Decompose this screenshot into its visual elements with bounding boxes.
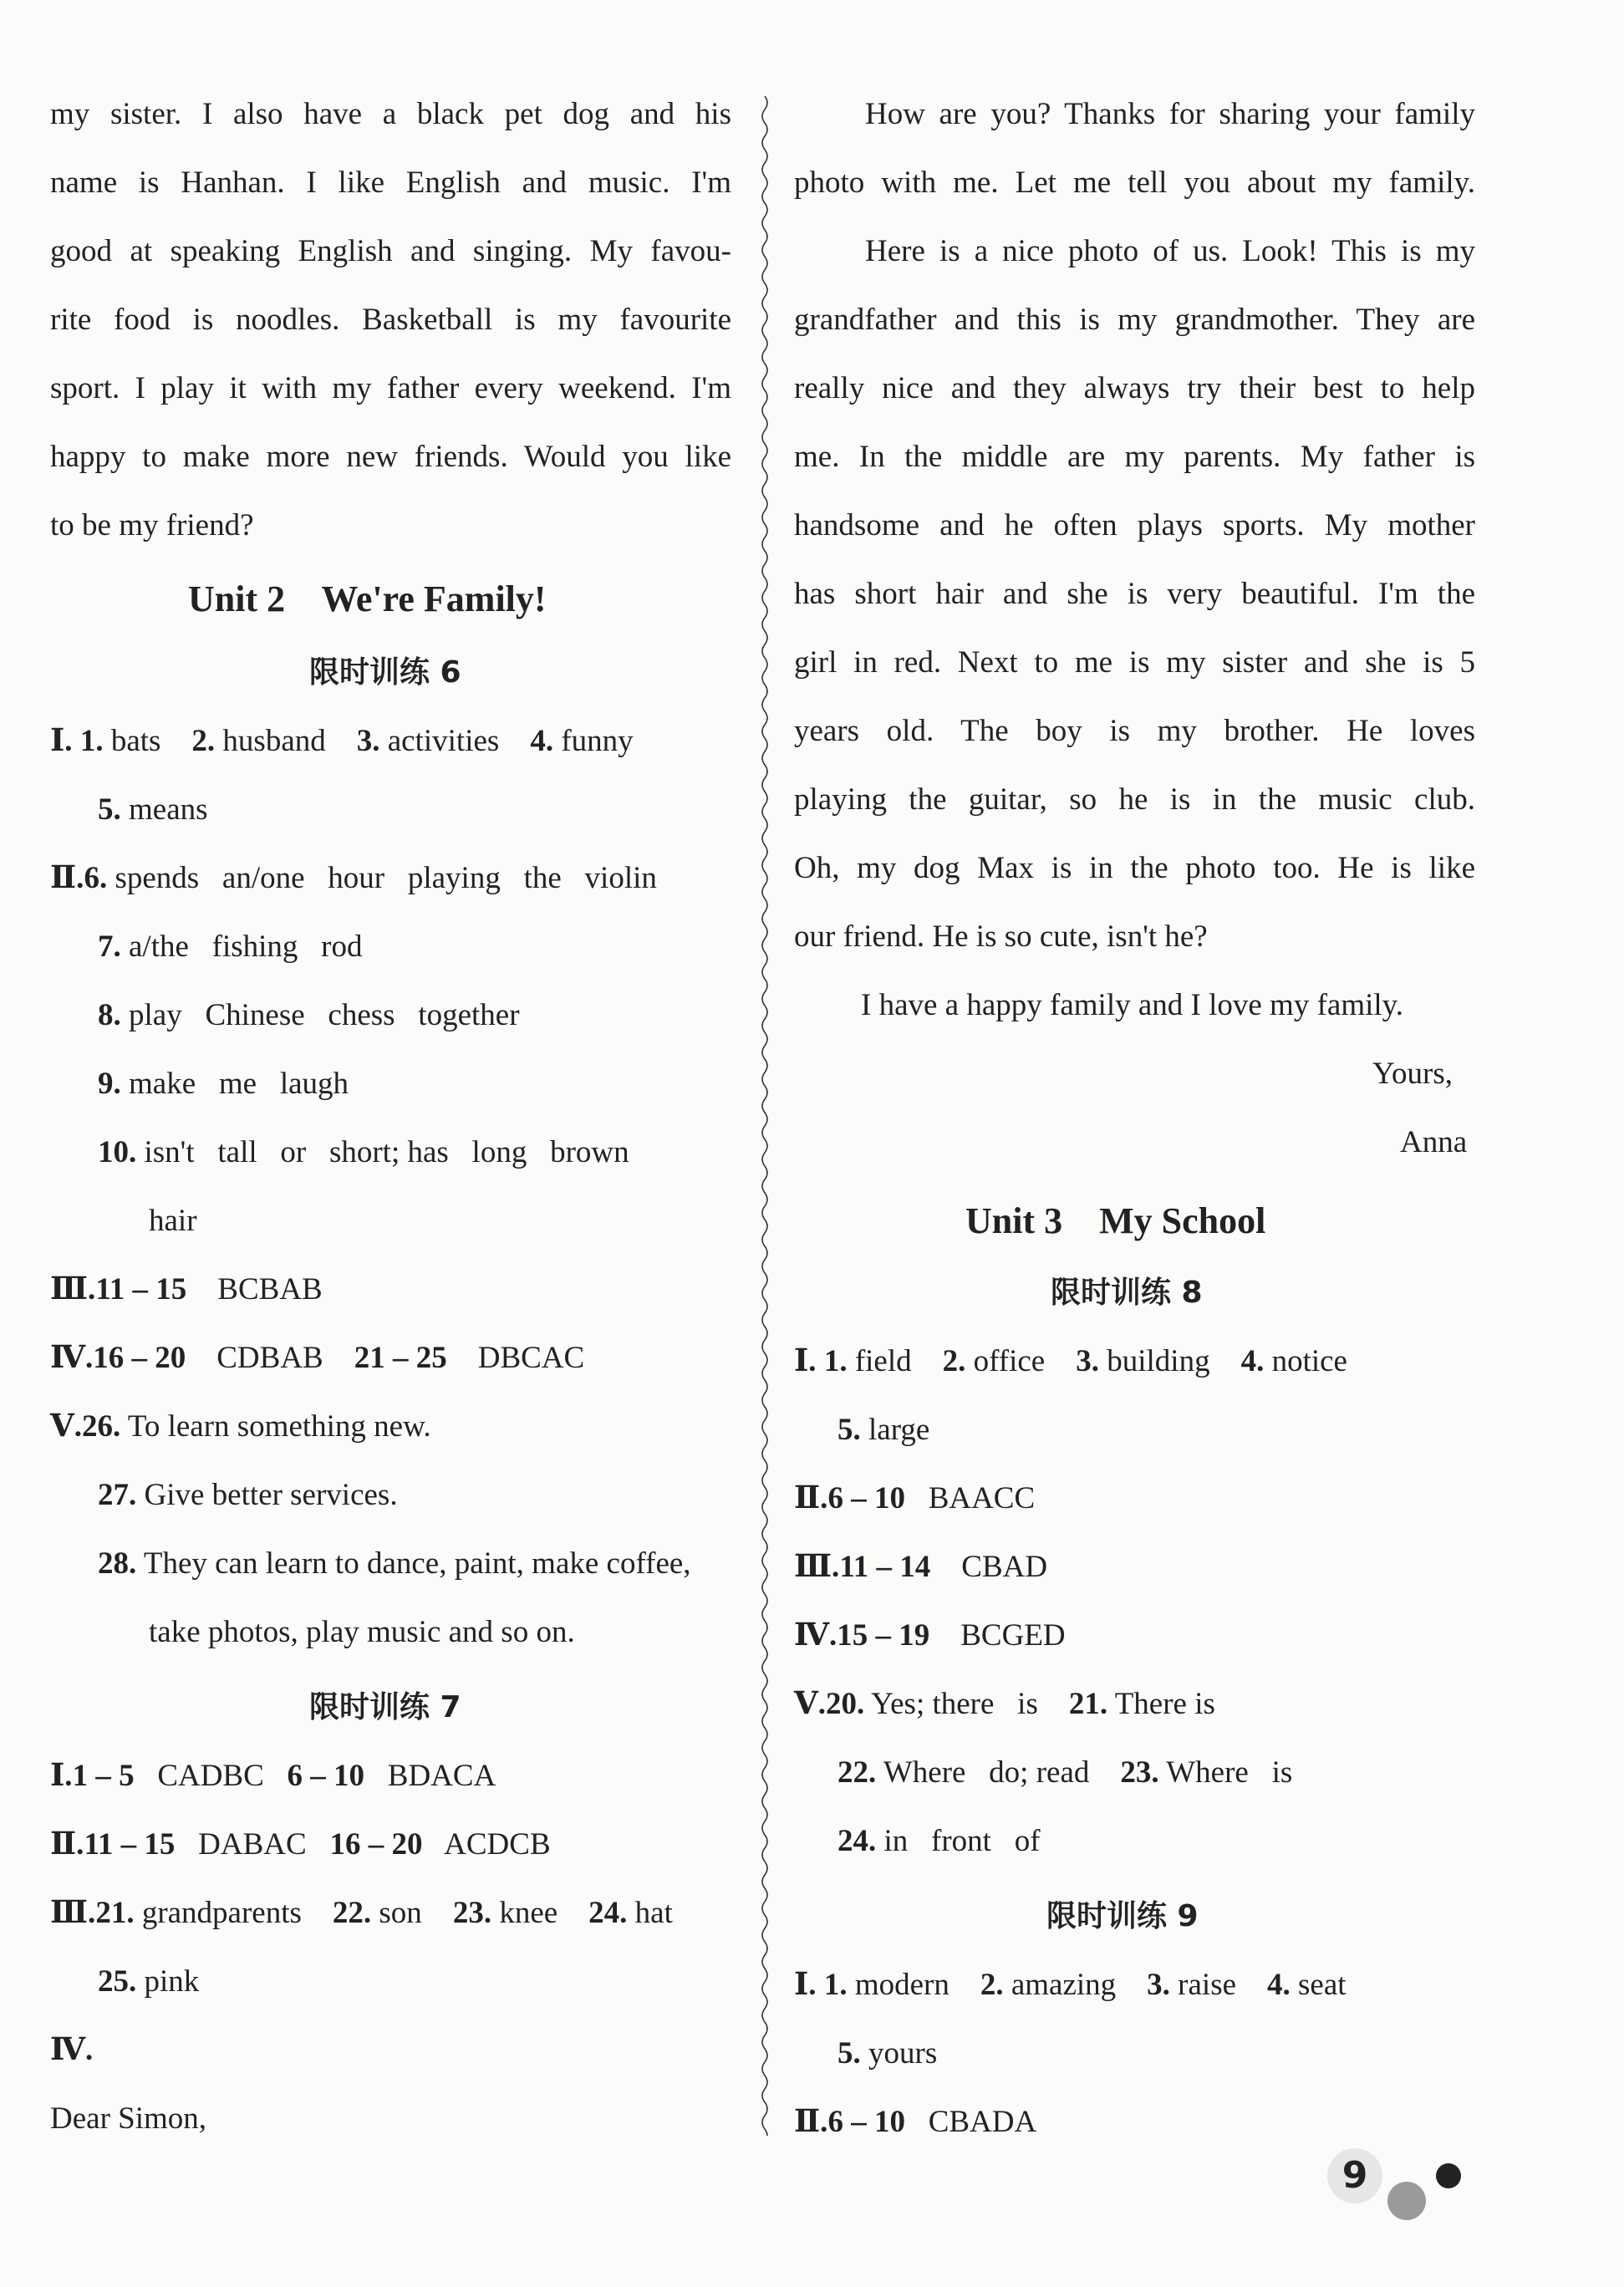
item-number: 5. xyxy=(837,2036,861,2071)
unit2-title: Unit 2 We're Family! xyxy=(188,578,547,619)
p6-section3 xyxy=(50,1269,323,1311)
letter-line: grandfather and this is my grandmother. They are xyxy=(794,303,1475,337)
section-label: Ⅰ. xyxy=(50,1759,73,1793)
p7-section3 xyxy=(50,1892,673,1934)
letter-line: girl in red. Next to me is my sister and she is 5 xyxy=(794,645,1475,680)
item-range: 11 – 14 xyxy=(839,1550,931,1584)
item-number: 3. xyxy=(1076,1344,1099,1378)
answer: BCBAB xyxy=(217,1272,323,1306)
section-label: Ⅰ. xyxy=(794,1344,817,1378)
page-number: 9 xyxy=(1327,2148,1382,2203)
answer: There is xyxy=(1114,1687,1215,1721)
item-number: 2. xyxy=(942,1344,966,1378)
item-number: 1. xyxy=(79,724,104,758)
p8-section4 xyxy=(794,1615,1066,1657)
item-range: 6 – 10 xyxy=(287,1759,365,1793)
p6-q26 xyxy=(50,1406,431,1448)
item-number: 8. xyxy=(98,998,121,1032)
answer: husband xyxy=(222,724,326,758)
answer: To learn something new. xyxy=(127,1409,431,1444)
section-label: Ⅰ. xyxy=(50,724,73,758)
letter-line: How are you? Thanks for sharing your family xyxy=(865,97,1475,131)
item-number: 21. xyxy=(1068,1687,1108,1721)
answer: isn't tall or short; has long brown xyxy=(144,1135,629,1169)
section-label: Ⅱ. xyxy=(50,861,84,895)
letter-line: our friend. He is so cute, isn't he? xyxy=(794,919,1208,954)
answer: Where do; read xyxy=(883,1755,1090,1790)
answer: seat xyxy=(1298,1968,1347,2002)
item-range: 21 – 25 xyxy=(354,1341,447,1375)
item-number: 3. xyxy=(356,724,380,758)
item-number: 20. xyxy=(825,1687,865,1721)
answer: spends an/one hour playing the violin xyxy=(115,861,657,895)
intro-line: happy to make more new friends. Would you like xyxy=(50,440,731,474)
answer: CADBC xyxy=(157,1759,264,1793)
letter-closing: Yours, xyxy=(1372,1057,1453,1091)
p6-q28-cont: take photos, play music and so on. xyxy=(149,1615,575,1649)
letter-line: really nice and they always try their best to help xyxy=(794,371,1475,405)
answer: yours xyxy=(868,2036,938,2071)
p8-q24 xyxy=(837,1821,1041,1862)
answer: raise xyxy=(1178,1968,1237,2002)
answer: CBADA xyxy=(928,2105,1037,2139)
answer: Yes; there is xyxy=(871,1687,1038,1721)
item-number: 4. xyxy=(1240,1344,1265,1378)
section-label: Ⅲ. xyxy=(50,1896,96,1930)
answer: means xyxy=(129,792,208,827)
item-number: 4. xyxy=(530,724,554,758)
answer: bats xyxy=(110,724,161,758)
item-number: 1. xyxy=(823,1344,848,1378)
item-number: 24. xyxy=(837,1824,877,1858)
answer: CBAD xyxy=(961,1550,1048,1584)
answer: BDACA xyxy=(387,1759,496,1793)
item-number: 22. xyxy=(837,1755,877,1790)
answer: notice xyxy=(1271,1344,1347,1378)
answer: amazing xyxy=(1011,1968,1117,2002)
item-number: 24. xyxy=(588,1896,628,1930)
answer: funny xyxy=(561,724,634,758)
intro-line: rite food is noodles. Basketball is my favourite xyxy=(50,303,731,337)
p7-section2 xyxy=(50,1824,551,1866)
column-divider xyxy=(759,96,771,2136)
item-number: 6. xyxy=(84,861,108,895)
item-number: 9. xyxy=(98,1067,121,1101)
item-number: 4. xyxy=(1267,1968,1291,2002)
answer: DBCAC xyxy=(477,1341,585,1375)
answer: ACDCB xyxy=(444,1827,551,1862)
p8-section2 xyxy=(794,1478,1035,1520)
item-number: 2. xyxy=(980,1968,1004,2002)
item-number: 22. xyxy=(332,1896,372,1930)
answer: building xyxy=(1107,1344,1210,1378)
section-label: Ⅱ. xyxy=(794,2105,828,2139)
item-number: 26. xyxy=(81,1409,121,1444)
p7-item25 xyxy=(98,1961,199,2003)
p9-section1 xyxy=(794,1964,1347,2006)
answer: BCGED xyxy=(960,1618,1066,1653)
p6-q6 xyxy=(50,858,657,899)
intro-line: good at speaking English and singing. My favou- xyxy=(50,234,731,268)
item-range: 16 – 20 xyxy=(329,1827,423,1862)
answer: knee xyxy=(499,1896,558,1930)
practice6-title: 限时训练 6 xyxy=(309,655,461,690)
p7-section1 xyxy=(50,1755,496,1797)
section-label: Ⅱ. xyxy=(50,1827,84,1862)
intro-line: my sister. I also have a black pet dog and his xyxy=(50,97,731,131)
item-number: 25. xyxy=(98,1964,137,1999)
p6-item5 xyxy=(98,789,208,831)
answer: Give better services. xyxy=(144,1478,398,1512)
item-number: 27. xyxy=(98,1478,137,1512)
letter-salutation: Dear Simon, xyxy=(50,2101,207,2136)
section-label: Ⅳ. xyxy=(794,1618,837,1653)
p6-q9 xyxy=(98,1063,349,1105)
letter-line: Here is a nice photo of us. Look! This is my xyxy=(865,234,1475,268)
item-range: 15 – 19 xyxy=(837,1618,930,1653)
p7-section4-label: Ⅳ. xyxy=(50,2033,94,2067)
item-number: 21. xyxy=(95,1896,135,1930)
p6-q28 xyxy=(98,1543,691,1585)
section-label: Ⅳ. xyxy=(50,1341,94,1375)
intro-line: name is Hanhan. I like English and music. I'm xyxy=(50,166,731,200)
answer: office xyxy=(973,1344,1046,1378)
answer: activities xyxy=(387,724,500,758)
section-label: Ⅰ. xyxy=(794,1968,817,2002)
p6-q8 xyxy=(98,995,520,1037)
item-range: 6 – 10 xyxy=(827,1481,905,1515)
item-range: 16 – 20 xyxy=(93,1341,186,1375)
p8-q22-23 xyxy=(837,1752,1292,1794)
answer: a/the fishing rod xyxy=(129,930,363,964)
letter-line: years old. The boy is my brother. He loves xyxy=(794,714,1475,748)
p8-item5 xyxy=(837,1409,929,1451)
decorative-dot xyxy=(1387,2182,1426,2220)
answer: son xyxy=(379,1896,422,1930)
answer: BAACC xyxy=(928,1481,1036,1515)
item-number: 2. xyxy=(191,724,216,758)
item-number: 5. xyxy=(98,792,121,827)
p9-section2 xyxy=(794,2101,1036,2143)
letter-line: handsome and he often plays sports. My mother xyxy=(794,508,1475,542)
item-range: 1 – 5 xyxy=(72,1759,135,1793)
section-label: Ⅱ. xyxy=(794,1481,828,1515)
section-label: Ⅴ. xyxy=(794,1687,826,1721)
item-number: 7. xyxy=(98,930,121,964)
letter-line: photo with me. Let me tell you about my family. xyxy=(794,166,1475,200)
letter-signature: Anna xyxy=(1400,1125,1468,1159)
answer: make me laugh xyxy=(129,1067,349,1101)
item-number: 5. xyxy=(837,1413,861,1447)
p8-section3 xyxy=(794,1546,1047,1588)
letter-line: me. In the middle are my parents. My father is xyxy=(794,440,1475,474)
unit3-title: Unit 3 My School xyxy=(965,1200,1266,1241)
answer: hat xyxy=(634,1896,673,1930)
answer: CDBAB xyxy=(216,1341,323,1375)
answer: in front of xyxy=(883,1824,1041,1858)
intro-line: to be my friend? xyxy=(50,508,254,542)
item-range: 11 – 15 xyxy=(84,1827,176,1862)
item-number: 28. xyxy=(98,1546,137,1581)
p8-section1 xyxy=(794,1341,1347,1383)
item-number: 1. xyxy=(823,1968,848,2002)
letter-line: I have a happy family and I love my family. xyxy=(861,988,1403,1022)
section-label: Ⅲ. xyxy=(50,1272,96,1306)
item-range: 6 – 10 xyxy=(827,2105,905,2139)
item-number: 3. xyxy=(1147,1968,1170,2002)
item-number: 23. xyxy=(1120,1755,1159,1790)
answer: DABAC xyxy=(198,1827,307,1862)
p6-section4 xyxy=(50,1337,584,1379)
p6-q27 xyxy=(98,1475,398,1516)
p6-q10 xyxy=(98,1132,629,1174)
answer: pink xyxy=(144,1964,200,1999)
item-range: 11 – 15 xyxy=(95,1272,187,1306)
answer: large xyxy=(868,1413,930,1447)
practice8-title: 限时训练 8 xyxy=(1051,1276,1203,1310)
answer: They can learn to dance, paint, make coffee, xyxy=(143,1546,691,1581)
answer: play Chinese chess together xyxy=(129,998,520,1032)
letter-line: playing the guitar, so he is in the music club. xyxy=(794,782,1475,817)
practice9-title: 限时训练 9 xyxy=(1046,1899,1199,1933)
letter-line: Oh, my dog Max is in the photo too. He is like xyxy=(794,851,1475,885)
practice7-title: 限时训练 7 xyxy=(309,1690,461,1724)
answer: modern xyxy=(854,1968,949,2002)
p6-section1 xyxy=(50,721,634,762)
section-label: Ⅴ. xyxy=(50,1409,82,1444)
item-number: 23. xyxy=(452,1896,492,1930)
p9-item5 xyxy=(837,2033,937,2075)
letter-line: has short hair and she is very beautiful. I'm the xyxy=(794,577,1475,611)
p8-section5 xyxy=(794,1683,1215,1725)
p6-q10-cont: hair xyxy=(149,1204,197,1238)
answer: field xyxy=(854,1344,912,1378)
item-number: 10. xyxy=(98,1135,137,1169)
decorative-dot xyxy=(1436,2163,1461,2188)
section-label: Ⅲ. xyxy=(794,1550,840,1584)
intro-line: sport. I play it with my father every weekend. I'm xyxy=(50,371,731,405)
p6-q7 xyxy=(98,926,363,968)
answer: grandparents xyxy=(141,1896,302,1930)
answer: Where is xyxy=(1166,1755,1293,1790)
